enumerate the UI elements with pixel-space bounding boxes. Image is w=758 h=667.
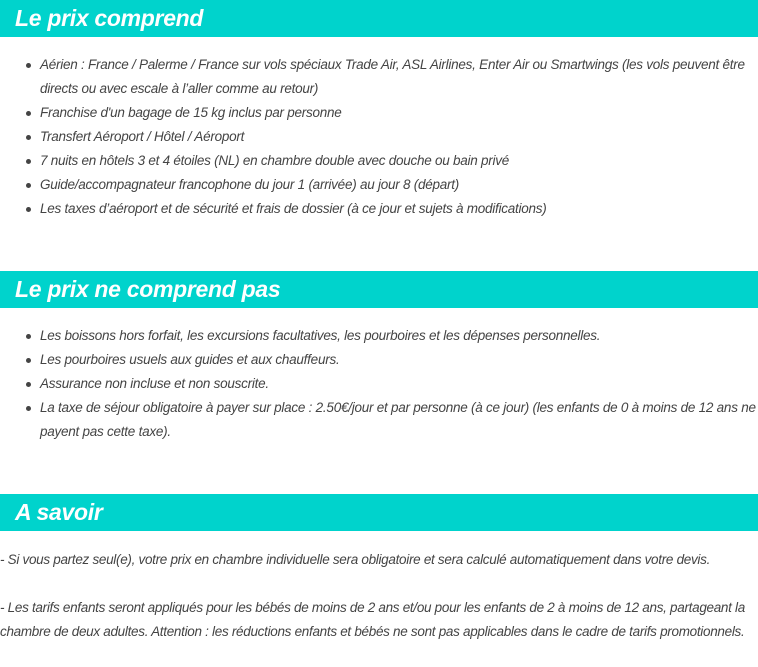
section-header-a-savoir: A savoir xyxy=(0,494,758,531)
section-header-not-included: Le prix ne comprend pas xyxy=(0,271,758,308)
list-item: Les pourboires usuels aux guides et aux chauffeurs. xyxy=(40,348,758,372)
list-item: Aérien : France / Palerme / France sur vols spéciaux Trade Air, ASL Airlines, Enter Air ou Smartwings (les vols peuvent être directs ou avec escale à l’aller comme au retour) xyxy=(40,53,758,101)
list-item: La taxe de séjour obligatoire à payer sur place : 2.50€/jour et par personne (à ce jour) (les enfants de 0 à moins de 12 ans ne payent pas cette taxe). xyxy=(40,396,758,444)
list-item: Guide/accompagnateur francophone du jour 1 (arrivée) au jour 8 (départ) xyxy=(40,173,758,197)
list-item: Les taxes d’aéroport et de sécurité et frais de dossier (à ce jour et sujets à modifications) xyxy=(40,197,758,221)
info-paragraph: - Si vous partez seul(e), votre prix en chambre individuelle sera obligatoire et sera calculé automatiquement dans votre devis. xyxy=(0,552,711,567)
info-paragraph: - Les tarifs enfants seront appliqués pour les bébés de moins de 2 ans et/ou pour les enfants de 2 à moins de 12 ans, partageant la chambre de deux adultes. Attention : les réductions enfants et bébés ne sont pas applicables dans le cadre de tarifs promotionnels. xyxy=(0,600,745,639)
section-header-included: Le prix comprend xyxy=(0,0,758,37)
list-item: Les boissons hors forfait, les excursions facultatives, les pourboires et les dépenses personnelles. xyxy=(40,324,758,348)
list-item: Franchise d'un bagage de 15 kg inclus par personne xyxy=(40,101,758,125)
not-included-list xyxy=(0,324,758,444)
list-item: Transfert Aéroport / Hôtel / Aéroport xyxy=(40,125,758,149)
list-item: Assurance non incluse et non souscrite. xyxy=(40,372,758,396)
included-list xyxy=(0,53,758,221)
list-item: 7 nuits en hôtels 3 et 4 étoiles (NL) en chambre double avec douche ou bain privé xyxy=(40,149,758,173)
